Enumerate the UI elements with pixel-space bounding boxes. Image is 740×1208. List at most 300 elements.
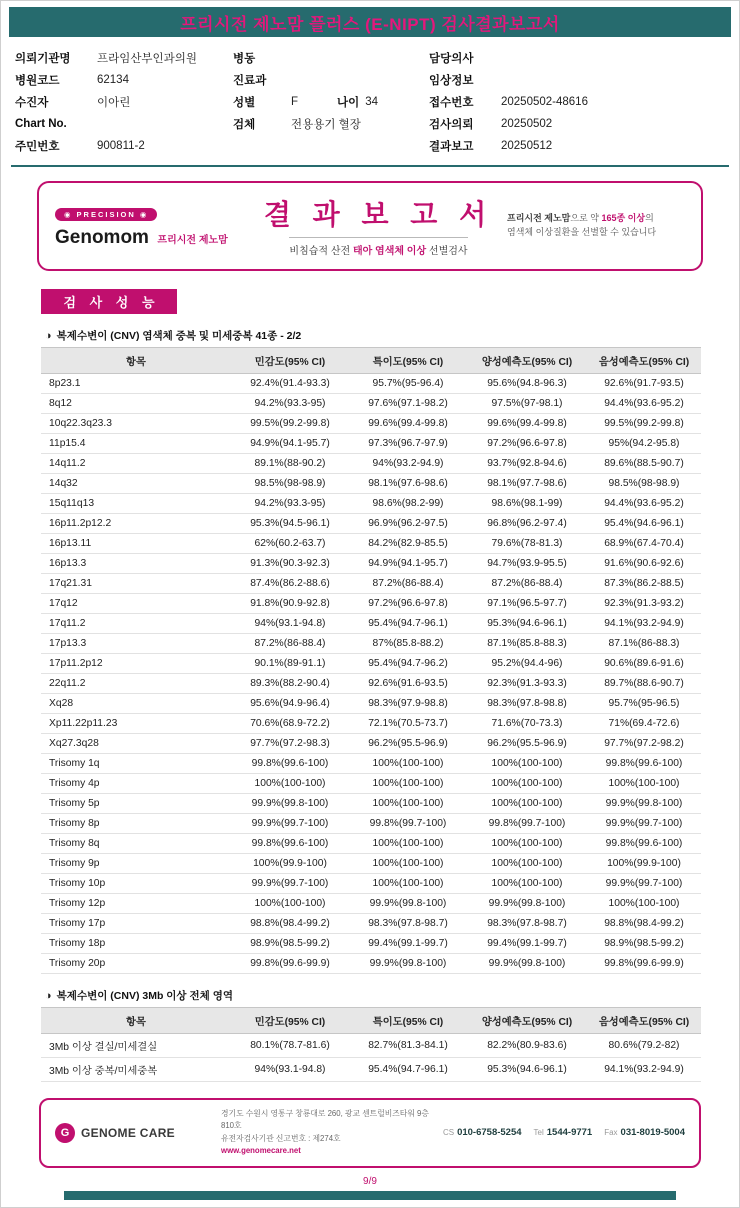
item-cell: Trisomy 8p — [41, 814, 231, 834]
info-field-label: 접수번호 — [429, 97, 474, 109]
region-table-caption-text: 복제수변이 (CNV) 3Mb 이상 전체 영역 — [56, 990, 233, 1002]
sensitivity-cell: 100%(99.9-100) — [231, 854, 349, 874]
cnv-table-caption — [45, 328, 739, 343]
table-row — [41, 594, 701, 614]
table-row — [41, 474, 701, 494]
table-row — [41, 914, 701, 934]
genomecare-logo-text: GENOME CARE — [81, 1125, 175, 1140]
info-field-label: 병원코드 — [15, 75, 60, 87]
region-table-caption — [45, 988, 739, 1003]
region-performance-table — [41, 1007, 701, 1082]
item-cell: Trisomy 8q — [41, 834, 231, 854]
info-field-row — [429, 69, 715, 91]
npv-cell: 99.5%(99.2-99.8) — [587, 414, 701, 434]
table-row — [41, 494, 701, 514]
npv-cell: 98.9%(98.5-99.2) — [587, 934, 701, 954]
info-field-label: 진료과 — [233, 75, 267, 87]
ppv-cell: 96.8%(96.2-97.4) — [467, 514, 587, 534]
ppv-cell: 79.6%(78-81.3) — [467, 534, 587, 554]
info-field-row — [429, 91, 715, 113]
footer-address-line-2: 유전자검사기관 신고번호 : 제274호 — [221, 1133, 341, 1143]
table-header-row — [41, 348, 701, 374]
specificity-cell: 94%(93.2-94.9) — [349, 454, 467, 474]
item-cell: 17q12 — [41, 594, 231, 614]
section-header-test-performance: 검 사 성 능 — [41, 289, 177, 314]
column-header-specificity: 특이도(95% CI) — [349, 348, 467, 374]
npv-cell: 89.6%(88.5-90.7) — [587, 454, 701, 474]
info-field-label: 담당의사 — [429, 53, 474, 65]
npv-cell: 94.1%(93.2-94.9) — [587, 1058, 701, 1082]
info-field-label: 수진자 — [15, 97, 49, 109]
note-line-2: 염색체 이상질환을 선별할 수 있습니다 — [507, 227, 657, 237]
specificity-cell: 95.4%(94.7-96.2) — [349, 654, 467, 674]
sensitivity-cell: 100%(100-100) — [231, 774, 349, 794]
ppv-cell: 95.2%(94.4-96) — [467, 654, 587, 674]
table-row — [41, 954, 701, 974]
sensitivity-cell: 90.1%(89-91.1) — [231, 654, 349, 674]
sensitivity-cell: 99.9%(99.8-100) — [231, 794, 349, 814]
item-cell: 16p13.11 — [41, 534, 231, 554]
info-field-label: Chart No. — [15, 118, 67, 130]
specificity-cell: 100%(100-100) — [349, 754, 467, 774]
subtitle-text: 선별검사 — [426, 246, 468, 257]
ppv-cell: 99.4%(99.1-99.7) — [467, 934, 587, 954]
npv-cell: 94.4%(93.6-95.2) — [587, 394, 701, 414]
table-row — [41, 534, 701, 554]
column-header-npv: 음성예측도(95% CI) — [587, 1008, 701, 1034]
info-field-label: 검체 — [233, 119, 256, 131]
region-table-body — [41, 1034, 701, 1082]
table-row — [41, 754, 701, 774]
npv-cell: 99.9%(99.8-100) — [587, 794, 701, 814]
specificity-cell: 92.6%(91.6-93.5) — [349, 674, 467, 694]
table-row — [41, 634, 701, 654]
ppv-cell: 98.3%(97.8-98.8) — [467, 694, 587, 714]
npv-cell: 80.6%(79.2-82) — [587, 1034, 701, 1058]
specificity-cell: 99.4%(99.1-99.7) — [349, 934, 467, 954]
note-text: 으로 약 — [570, 213, 602, 224]
table-row — [41, 614, 701, 634]
item-cell: 14q32 — [41, 474, 231, 494]
half-circle-icon: ◑ — [45, 989, 52, 1002]
info-field-value: 20250502 — [501, 118, 553, 130]
specificity-cell: 97.3%(96.7-97.9) — [349, 434, 467, 454]
ppv-cell: 95.6%(94.8-96.3) — [467, 374, 587, 394]
info-field-value: 이아린 — [97, 97, 131, 109]
item-cell: 17p13.3 — [41, 634, 231, 654]
table-row — [41, 414, 701, 434]
contact-label: CS — [442, 1128, 455, 1138]
column-header-item: 항목 — [41, 1008, 231, 1034]
column-header-sensitivity: 민감도(95% CI) — [231, 348, 349, 374]
info-field-row — [429, 113, 715, 135]
dot-icon: ◉ — [64, 209, 73, 219]
brand-line — [55, 227, 250, 249]
sensitivity-cell: 62%(60.2-63.7) — [231, 534, 349, 554]
item-cell: 17p11.2p12 — [41, 654, 231, 674]
item-cell: 11p15.4 — [41, 434, 231, 454]
item-cell: 14q11.2 — [41, 454, 231, 474]
table-row — [41, 674, 701, 694]
contact-item — [604, 1127, 685, 1138]
specificity-cell: 100%(100-100) — [349, 854, 467, 874]
sensitivity-cell: 98.5%(98-98.9) — [231, 474, 349, 494]
ppv-cell: 87.1%(85.8-88.3) — [467, 634, 587, 654]
npv-cell: 87.3%(86.2-88.5) — [587, 574, 701, 594]
table-row — [41, 554, 701, 574]
table-row — [41, 1058, 701, 1082]
item-cell: Trisomy 10p — [41, 874, 231, 894]
dot-icon: ◉ — [139, 209, 149, 219]
ppv-cell: 97.2%(96.6-97.8) — [467, 434, 587, 454]
cnv-table-caption-text: 복제수변이 (CNV) 염색체 중복 및 미세중복 41종 - 2/2 — [56, 330, 302, 342]
npv-cell: 99.8%(99.6-99.9) — [587, 954, 701, 974]
info-field-row — [15, 69, 233, 91]
report-header-bar — [9, 7, 731, 37]
info-field-value-2: 34 — [365, 96, 379, 108]
result-report-banner — [37, 181, 703, 271]
bottom-accent-bar — [64, 1191, 676, 1200]
item-cell: 8q12 — [41, 394, 231, 414]
ppv-cell: 82.2%(80.9-83.6) — [467, 1034, 587, 1058]
note-emphasis: 165종 이상 — [601, 213, 646, 224]
item-cell: 3Mb 이상 결실/미세결실 — [41, 1034, 231, 1058]
sensitivity-cell: 87.4%(86.2-88.6) — [231, 574, 349, 594]
npv-cell: 100%(100-100) — [587, 774, 701, 794]
item-cell: 8p23.1 — [41, 374, 231, 394]
precision-badge-label: PRECISION — [76, 209, 136, 219]
ppv-cell: 93.7%(92.8-94.6) — [467, 454, 587, 474]
note-brand: 프리시전 제노맘 — [507, 213, 571, 224]
specificity-cell: 94.9%(94.1-95.7) — [349, 554, 467, 574]
info-field-value: 62134 — [97, 74, 129, 86]
item-cell: 17q11.2 — [41, 614, 231, 634]
npv-cell: 94.4%(93.6-95.2) — [587, 494, 701, 514]
specificity-cell: 95.4%(94.7-96.1) — [349, 614, 467, 634]
specificity-cell: 84.2%(82.9-85.5) — [349, 534, 467, 554]
item-cell: 16p11.2p12.2 — [41, 514, 231, 534]
specificity-cell: 98.1%(97.6-98.6) — [349, 474, 467, 494]
ppv-cell: 95.3%(94.6-96.1) — [467, 1058, 587, 1082]
page-number: 9/9 — [363, 1175, 377, 1187]
sensitivity-cell: 89.1%(88-90.2) — [231, 454, 349, 474]
sensitivity-cell: 94.2%(93.3-95) — [231, 494, 349, 514]
banner-center — [250, 193, 507, 259]
table-row — [41, 814, 701, 834]
ppv-cell: 98.3%(97.8-98.7) — [467, 914, 587, 934]
table-row — [41, 694, 701, 714]
genomecare-logo-icon: G — [55, 1123, 75, 1143]
table-row — [41, 834, 701, 854]
sensitivity-cell: 94.2%(93.3-95) — [231, 394, 349, 414]
item-cell: 10q22.3q23.3 — [41, 414, 231, 434]
column-header-sensitivity: 민감도(95% CI) — [231, 1008, 349, 1034]
genomom-brand-block — [55, 204, 250, 249]
precision-badge — [55, 208, 157, 221]
sensitivity-cell: 94%(93.1-94.8) — [231, 614, 349, 634]
info-field-row — [233, 69, 429, 91]
specificity-cell: 100%(100-100) — [349, 874, 467, 894]
ppv-cell: 99.9%(99.8-100) — [467, 954, 587, 974]
sensitivity-cell: 99.9%(99.7-100) — [231, 814, 349, 834]
ppv-cell: 92.3%(91.3-93.3) — [467, 674, 587, 694]
info-field-label: 결과보고 — [429, 141, 474, 153]
half-circle-icon: ◑ — [45, 329, 52, 342]
subtitle-emphasis: 태아 염색체 이상 — [352, 246, 427, 257]
info-field-value: 20250512 — [501, 140, 553, 152]
npv-cell: 99.8%(99.6-100) — [587, 754, 701, 774]
info-field-value: 20250502-48616 — [501, 96, 588, 108]
table-row — [41, 374, 701, 394]
info-field-label: 성별 — [233, 97, 256, 109]
result-report-heading: 결 과 보 고 서 — [263, 199, 494, 230]
table-row — [41, 454, 701, 474]
sensitivity-cell: 87.2%(86-88.4) — [231, 634, 349, 654]
ppv-cell: 96.2%(95.5-96.9) — [467, 734, 587, 754]
npv-cell: 98.5%(98-98.9) — [587, 474, 701, 494]
ppv-cell: 87.2%(86-88.4) — [467, 574, 587, 594]
npv-cell: 68.9%(67.4-70.4) — [587, 534, 701, 554]
specificity-cell: 99.8%(99.7-100) — [349, 814, 467, 834]
specificity-cell: 97.2%(96.6-97.8) — [349, 594, 467, 614]
ppv-cell: 99.8%(99.7-100) — [467, 814, 587, 834]
table-row — [41, 874, 701, 894]
footer-address-block — [221, 1108, 429, 1158]
sensitivity-cell: 98.8%(98.4-99.2) — [231, 914, 349, 934]
specificity-cell: 99.9%(99.8-100) — [349, 954, 467, 974]
contact-label: Tel — [533, 1128, 544, 1138]
contact-value: 031-8019-5004 — [620, 1127, 685, 1139]
table-row — [41, 434, 701, 454]
table-row — [41, 574, 701, 594]
sensitivity-cell: 89.3%(88.2-90.4) — [231, 674, 349, 694]
contact-item — [534, 1127, 593, 1138]
sensitivity-cell: 91.3%(90.3-92.3) — [231, 554, 349, 574]
item-cell: Xq27.3q28 — [41, 734, 231, 754]
npv-cell: 92.3%(91.3-93.2) — [587, 594, 701, 614]
brand-name: Genomom — [55, 226, 149, 248]
npv-cell: 94.1%(93.2-94.9) — [587, 614, 701, 634]
sensitivity-cell: 94%(93.1-94.8) — [231, 1058, 349, 1082]
specificity-cell: 99.9%(99.8-100) — [349, 894, 467, 914]
info-field-row — [233, 113, 429, 135]
genomecare-logo — [55, 1123, 207, 1143]
item-cell: Trisomy 1q — [41, 754, 231, 774]
specificity-cell: 96.2%(95.5-96.9) — [349, 734, 467, 754]
specificity-cell: 82.7%(81.3-84.1) — [349, 1034, 467, 1058]
specificity-cell: 100%(100-100) — [349, 794, 467, 814]
brand-name-korean: 프리시전 제노맘 — [157, 234, 228, 246]
table-row — [41, 894, 701, 914]
note-line-1 — [507, 212, 685, 226]
table-row — [41, 394, 701, 414]
item-cell: 22q11.2 — [41, 674, 231, 694]
table-row — [41, 774, 701, 794]
note-text: 의 — [645, 213, 654, 224]
sensitivity-cell: 99.5%(99.2-99.8) — [231, 414, 349, 434]
patient-info-section — [11, 43, 729, 167]
column-header-ppv: 양성예측도(95% CI) — [467, 348, 587, 374]
cnv-table-body — [41, 374, 701, 974]
npv-cell: 89.7%(88.6-90.7) — [587, 674, 701, 694]
info-field-row — [233, 47, 429, 69]
specificity-cell: 97.6%(97.1-98.2) — [349, 394, 467, 414]
info-field-label: 주민번호 — [15, 141, 60, 153]
specificity-cell: 99.6%(99.4-99.8) — [349, 414, 467, 434]
npv-cell: 91.6%(90.6-92.6) — [587, 554, 701, 574]
info-field-label: 임상정보 — [429, 75, 474, 87]
item-cell: Trisomy 18p — [41, 934, 231, 954]
sensitivity-cell: 94.9%(94.1-95.7) — [231, 434, 349, 454]
item-cell: Trisomy 20p — [41, 954, 231, 974]
npv-cell: 71%(69.4-72.6) — [587, 714, 701, 734]
contact-value: 010-6758-5254 — [457, 1127, 522, 1139]
npv-cell: 95.4%(94.6-96.1) — [587, 514, 701, 534]
sensitivity-cell: 70.6%(68.9-72.2) — [231, 714, 349, 734]
sensitivity-cell: 98.9%(98.5-99.2) — [231, 934, 349, 954]
sensitivity-cell: 95.3%(94.5-96.1) — [231, 514, 349, 534]
item-cell: Xq28 — [41, 694, 231, 714]
cnv-performance-table — [41, 347, 701, 974]
patient-info-right-column — [429, 47, 715, 157]
sensitivity-cell: 99.9%(99.7-100) — [231, 874, 349, 894]
info-field-row — [15, 47, 233, 69]
ppv-cell: 100%(100-100) — [467, 754, 587, 774]
column-header-ppv: 양성예측도(95% CI) — [467, 1008, 587, 1034]
sensitivity-cell: 99.8%(99.6-100) — [231, 754, 349, 774]
ppv-cell: 71.6%(70-73.3) — [467, 714, 587, 734]
specificity-cell: 95.4%(94.7-96.1) — [349, 1058, 467, 1082]
footer-address-line-1: 경기도 수원시 영통구 창룡대로 260, 광교 센트럴비즈타워 9층 810호 — [221, 1109, 429, 1131]
footer-website-link[interactable]: www.genomecare.net — [221, 1146, 301, 1156]
item-cell: 3Mb 이상 중복/미세중복 — [41, 1058, 231, 1082]
info-field-value: 전용용기 혈장 — [291, 119, 361, 131]
npv-cell: 99.9%(99.7-100) — [587, 874, 701, 894]
item-cell: Trisomy 9p — [41, 854, 231, 874]
info-field-row — [15, 91, 233, 113]
npv-cell: 95%(94.2-95.8) — [587, 434, 701, 454]
npv-cell: 99.8%(99.6-100) — [587, 834, 701, 854]
specificity-cell: 98.3%(97.9-98.8) — [349, 694, 467, 714]
table-row — [41, 1034, 701, 1058]
specificity-cell: 96.9%(96.2-97.5) — [349, 514, 467, 534]
info-field-value: F — [291, 96, 299, 108]
item-cell: Trisomy 4p — [41, 774, 231, 794]
column-header-item: 항목 — [41, 348, 231, 374]
specificity-cell: 98.6%(98.2-99) — [349, 494, 467, 514]
sensitivity-cell: 80.1%(78.7-81.6) — [231, 1034, 349, 1058]
ppv-cell: 95.3%(94.6-96.1) — [467, 614, 587, 634]
ppv-cell: 100%(100-100) — [467, 774, 587, 794]
sensitivity-cell: 92.4%(91.4-93.3) — [231, 374, 349, 394]
ppv-cell: 99.9%(99.8-100) — [467, 894, 587, 914]
banner-side-note — [507, 212, 685, 240]
sensitivity-cell: 97.7%(97.2-98.3) — [231, 734, 349, 754]
patient-info-middle-column — [233, 47, 429, 157]
ppv-cell: 98.1%(97.7-98.6) — [467, 474, 587, 494]
item-cell: Trisomy 12p — [41, 894, 231, 914]
column-header-specificity: 특이도(95% CI) — [349, 1008, 467, 1034]
info-field-label: 병동 — [233, 53, 256, 65]
sensitivity-cell: 91.8%(90.9-92.8) — [231, 594, 349, 614]
npv-cell: 100%(99.9-100) — [587, 854, 701, 874]
specificity-cell: 87%(85.8-88.2) — [349, 634, 467, 654]
info-field-row — [429, 47, 715, 69]
item-cell: 16p13.3 — [41, 554, 231, 574]
patient-info-left-column — [15, 47, 233, 157]
sensitivity-cell: 100%(100-100) — [231, 894, 349, 914]
contact-value: 1544-9771 — [546, 1127, 593, 1139]
info-field-row — [15, 135, 233, 157]
specificity-cell: 87.2%(86-88.4) — [349, 574, 467, 594]
table-row — [41, 854, 701, 874]
npv-cell: 99.9%(99.7-100) — [587, 814, 701, 834]
report-title: 프리시전 제노맘 플러스 (E-NIPT) 검사결과보고서 — [180, 14, 560, 34]
specificity-cell: 95.7%(95-96.4) — [349, 374, 467, 394]
table-row — [41, 734, 701, 754]
footer-company-box — [39, 1098, 701, 1168]
info-field-label-2: 나이 — [337, 97, 360, 109]
info-field-label: 의뢰기관명 — [15, 53, 71, 65]
item-cell: Xp11.22p11.23 — [41, 714, 231, 734]
npv-cell: 92.6%(91.7-93.5) — [587, 374, 701, 394]
info-field-label: 검사의뢰 — [429, 119, 474, 131]
table-row — [41, 514, 701, 534]
ppv-cell: 94.7%(93.9-95.5) — [467, 554, 587, 574]
specificity-cell: 100%(100-100) — [349, 834, 467, 854]
npv-cell: 87.1%(86-88.3) — [587, 634, 701, 654]
info-field-row — [233, 91, 429, 113]
info-field-value: 프라임산부인과의원 — [97, 53, 197, 65]
table-header-row — [41, 1008, 701, 1034]
npv-cell: 95.7%(95-96.5) — [587, 694, 701, 714]
npv-cell: 97.7%(97.2-98.2) — [587, 734, 701, 754]
ppv-cell: 100%(100-100) — [467, 794, 587, 814]
table-row — [41, 794, 701, 814]
result-report-subtitle — [289, 237, 467, 257]
table-row — [41, 654, 701, 674]
column-header-npv: 음성예측도(95% CI) — [587, 348, 701, 374]
contact-label: Fax — [604, 1128, 618, 1138]
ppv-cell: 98.6%(98.1-99) — [467, 494, 587, 514]
ppv-cell: 97.1%(96.5-97.7) — [467, 594, 587, 614]
info-field-value: 900811-2 — [97, 140, 145, 152]
info-field-row — [15, 113, 233, 135]
item-cell: 17q21.31 — [41, 574, 231, 594]
info-field-row — [429, 135, 715, 157]
ppv-cell: 97.5%(97-98.1) — [467, 394, 587, 414]
subtitle-text: 비침습적 산전 — [289, 246, 353, 257]
specificity-cell: 98.3%(97.8-98.7) — [349, 914, 467, 934]
sensitivity-cell: 95.6%(94.9-96.4) — [231, 694, 349, 714]
item-cell: Trisomy 17p — [41, 914, 231, 934]
footer-contacts — [443, 1127, 685, 1138]
item-cell: Trisomy 5p — [41, 794, 231, 814]
ppv-cell: 100%(100-100) — [467, 874, 587, 894]
npv-cell: 90.6%(89.6-91.6) — [587, 654, 701, 674]
specificity-cell: 72.1%(70.5-73.7) — [349, 714, 467, 734]
ppv-cell: 100%(100-100) — [467, 854, 587, 874]
sensitivity-cell: 99.8%(99.6-100) — [231, 834, 349, 854]
npv-cell: 100%(100-100) — [587, 894, 701, 914]
table-row — [41, 934, 701, 954]
contact-item — [443, 1127, 522, 1138]
sensitivity-cell: 99.8%(99.6-99.9) — [231, 954, 349, 974]
npv-cell: 98.8%(98.4-99.2) — [587, 914, 701, 934]
ppv-cell: 100%(100-100) — [467, 834, 587, 854]
specificity-cell: 100%(100-100) — [349, 774, 467, 794]
table-row — [41, 714, 701, 734]
